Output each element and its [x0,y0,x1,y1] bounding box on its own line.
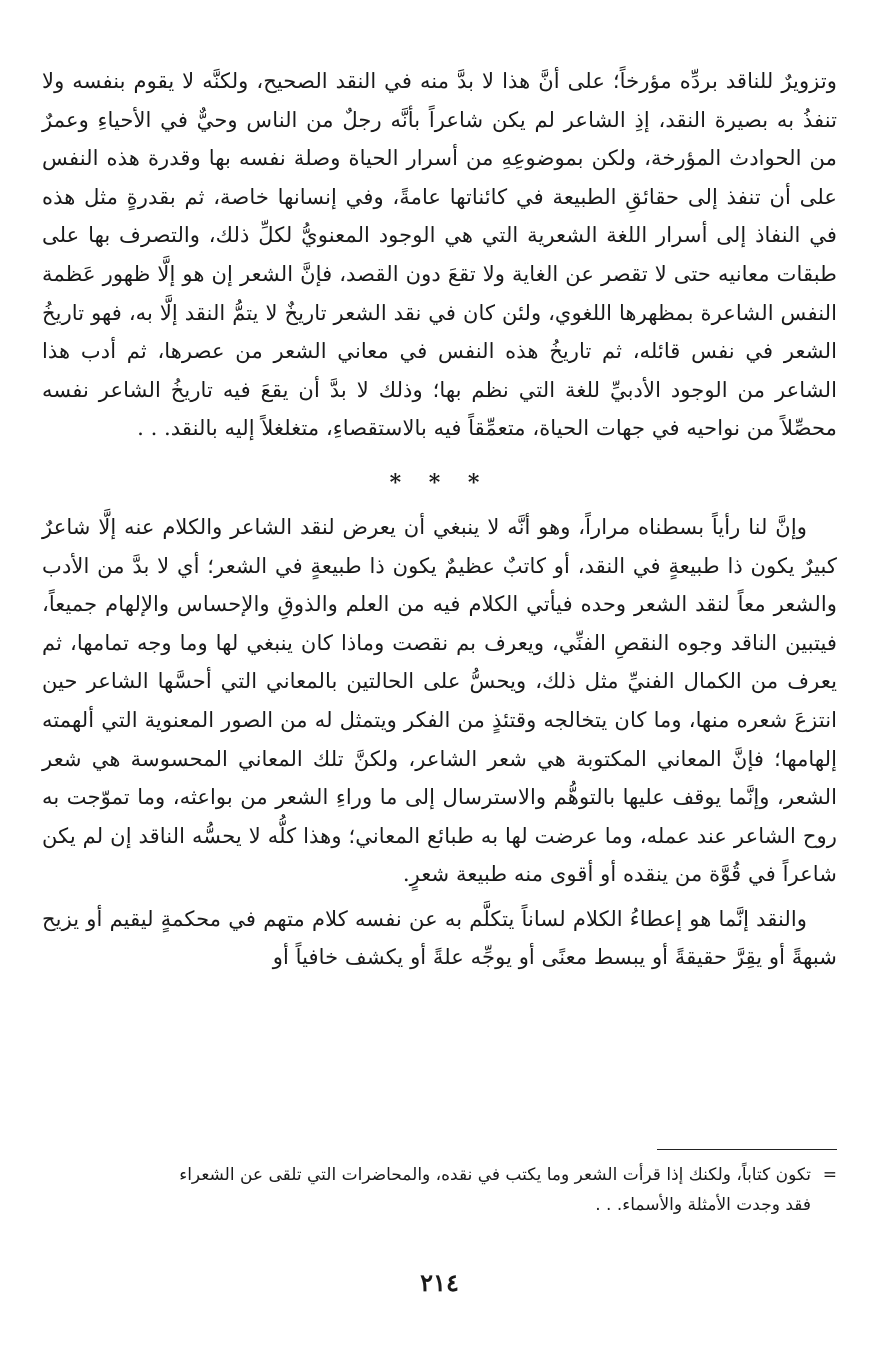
footnote [42,1160,837,1220]
footnote-rule [657,1149,837,1150]
paragraph-3: والنقد إنَّما هو إعطاءُ الكلام لساناً يتكلَّم به عن نفسه كلام متهم في محكمةٍ ليقيم أو يزيح شبهةً أو يقِرَّ حقيقةً أو يبسط معنًى أو يوجِّه علةً أو يكشف خافياً أو [42,905,837,970]
page-number: ٢١٤ [420,1268,459,1297]
paragraph-1: وتزويرٌ للناقد بردِّه مؤرخاً؛ على أنَّ هذا لا بدَّ منه في النقد الصحيح، ولكنَّه لا يقوم بنفسه ولا تنفذُ به بصيرة النقد، إذِ الشاعر لم يكن شاعراً بأنَّه رجلٌ من الناس وحيٌّ في الأحياءِ وعمرٌ من الحوادث المؤرخة، ولكن بموضوعِهِ من أسرار الحياة وصلة نفسه بها وقدرة هذه النفس على أن تنفذ إلى حقائقِ الطبيعة في كائناتها عامةً، وفي إنسانها خاصة، ثم بقدرةٍ مثل هذه في النفاذ إلى أسرار اللغة الشعرية التي هي الوجود المعنويُّ لكلِّ ذلك، والتصرف بها على طبقات معانيه حتى لا تقصر عن الغاية ولا تقعَ دون القصد، فإنَّ الشعر إن هو إلَّا ظهور عَظمة النفس الشاعرة بمظهرها اللغوي، ولئن كان في نقد الشعر تاريخٌ لا يتمُّ النقد إلَّا به، فهو تاريخُ الشعر في نفس قائله، ثم تاريخُ هذه النفس في معاني الشعر من عصرها، ثم أدب هذا الشاعر من الوجود الأدبيِّ للغة التي نظم بها؛ وذلك لا بدَّ أن يقعَ فيه تاريخُ الشاعر نفسه محصِّلاً من نواحيه في جهات الحياة، متعمِّقاً فيه بالاستقصاءِ، متغلغلاً إليه بالنقد. . . [42,68,837,441]
section-divider: * * * [389,469,490,496]
paragraph-2: وإنَّ لنا رأياً بسطناه مراراً، وهو أنَّه لا ينبغي أن يعرض لنقد الشاعر والكلام عنه إلَّا شاعرٌ كبيرٌ يكون ذا طبيعةٍ في النقد، أو كاتبٌ عظيمٌ يكون ذا طبيعةٍ في الشعر؛ أي لا بدَّ من الأدب والشعر معاً لنقد الشعر وحده فيأتي الكلام فيه من العلم والذوقِ والإحساس والإلهام جميعاً، فيتبين الناقد وجوه النقصِ الفنِّي، ويعرف بم نقصت وماذا كان ينبغي لها وما وجه تمامها، ثم يعرف من الكمال الفنيِّ مثل ذلك، ويحسُّ على الحالتين بالمعاني التي أحسَّها الشاعر حين انتزعَ شعره منها، وما كان يتخالجه وقتئذٍ من الفكر ويتمثل له من الصور المعنوية التي ألهمته إلهامها؛ فإنَّ المعاني المكتوبة هي شعر الشاعر، ولكنَّ تلك المعاني المحسوسة هي شعر الشعر، وإنَّما يوقف عليها بالتوهُّم والاسترسال إلى ما وراءِ الشعر من بواعثه، وما تموّجت به روح الشاعر عند عمله، وما عرضت لها به طبائع المعاني؛ وهذا كلُّه لا يحسُّه الناقد إن لم يكن شاعراً في قُوَّة من ينقده أو أقوى منه طبيعة شعرٍ. [42,513,837,887]
footnote-line-2: فقد وجدت الأمثلة والأسماء. . . [595,1195,811,1215]
footnote-mark: = [822,1165,837,1185]
footnote-line-1: تكون كتاباً، ولكنك إذا قرأت الشعر وما يكتب في نقده، والمحاضرات التي تلقى عن الشعراء [179,1165,811,1185]
